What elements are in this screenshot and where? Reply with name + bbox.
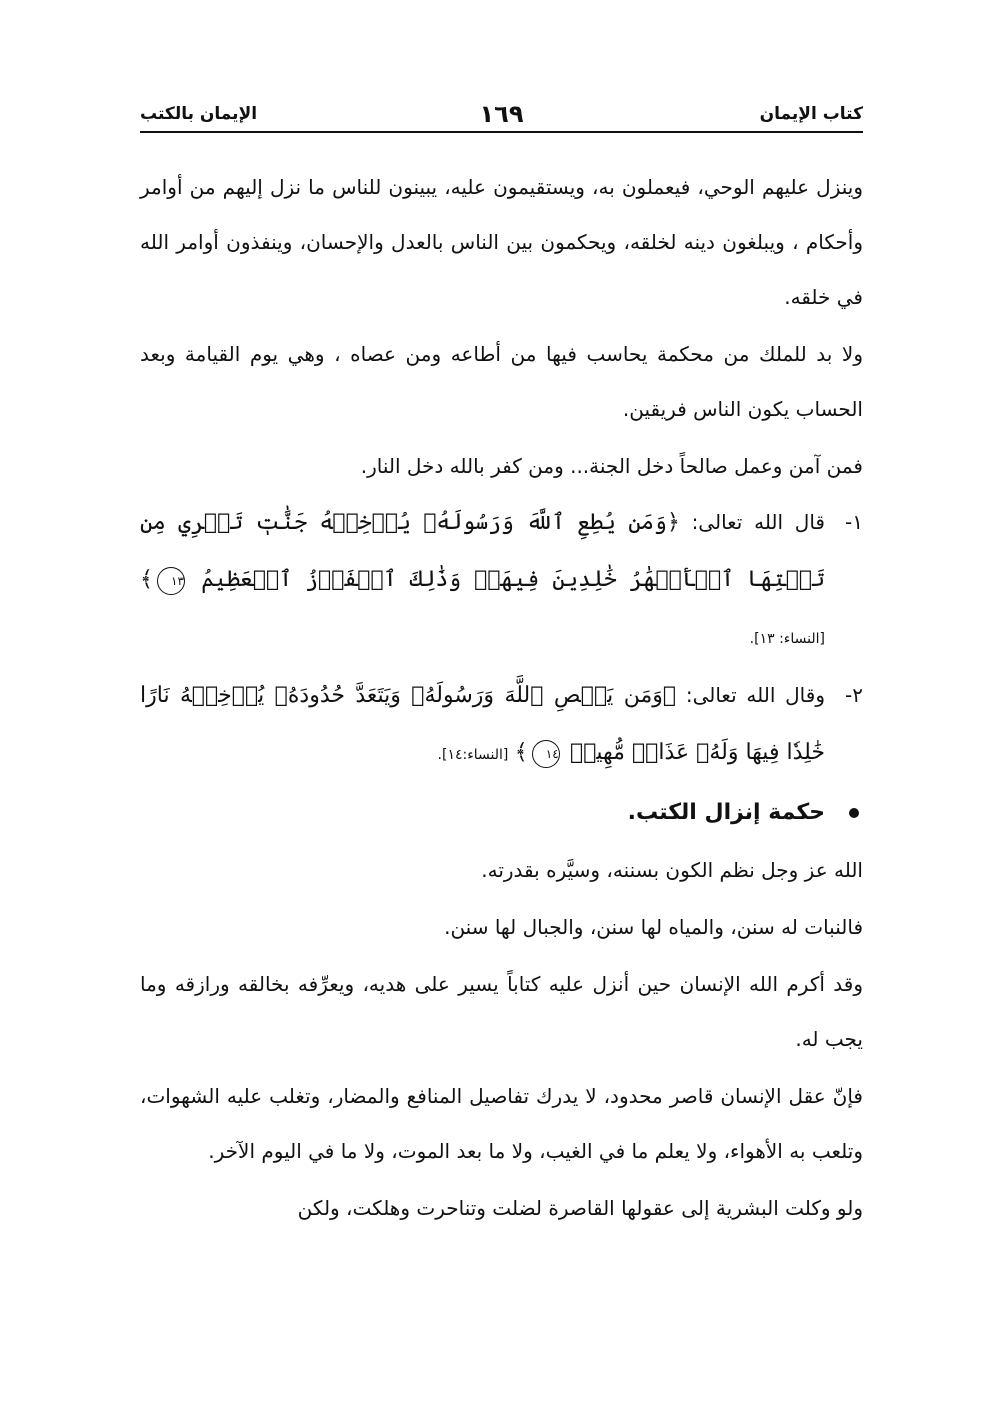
page-number: ١٦٩ <box>479 100 524 128</box>
paragraph-judgment: ولا بد للملك من محكمة يحاسب فيها من أطاعه ومن عصاه ، وهي يوم القيامة وبعد الحساب يكون الناس فريقين. <box>140 342 863 421</box>
paragraph-two-groups: فمن آمن وعمل صالحاً دخل الجنة... ومن كفر بالله دخل النار. <box>360 454 863 478</box>
page-body <box>140 160 863 1236</box>
list-item-1 <box>140 494 863 667</box>
book-title: كتاب الإيمان <box>759 104 863 124</box>
section-heading-text: حكمة إنزال الكتب. <box>627 800 825 825</box>
list-item-2 <box>140 667 863 783</box>
section-heading <box>140 785 863 841</box>
quote-close-bracket: ﴾ <box>514 740 528 765</box>
paragraph-universe-laws: الله عز وجل نظم الكون بسننه، وسيَّره بقدرته. <box>481 858 863 882</box>
verse-intro: قال الله تعالى: <box>691 510 825 534</box>
list-number: ٢- <box>845 683 863 707</box>
paragraph-humanity: ولو وكلت البشرية إلى عقولها القاصرة لضلت وتناحرت وهلكت، ولكن <box>297 1196 863 1220</box>
ayah-number-marker: ١٤ <box>532 740 560 768</box>
ayah-number-marker: ١٣ <box>157 567 185 595</box>
list-item-text <box>140 494 825 667</box>
chapter-title: الإيمان بالكتب <box>140 104 258 124</box>
paragraph-limited-mind: فإنّ عقل الإنسان قاصر محدود، لا يدرك تفاصيل المنافع والمضار، وتغلب عليه الشهوات، وتلعب به الأهواء، ولا يعلم ما في الغيب، ولا ما بعد الموت، ولا ما في اليوم الآخر. <box>140 1084 863 1163</box>
quote-close-bracket: ﴾ <box>140 567 153 592</box>
list-number: ١- <box>845 510 863 534</box>
quran-verse: وَمَن يُطِعِ ٱللَّهَ وَرَسُولَهُۥ يُدۡخِلۡهُ جَنَّٰتٖ تَجۡرِي مِن تَحۡتِهَا ٱلۡأَنۡهَٰرُ خَٰلِدِينَ فِيهَاۚ وَذَٰلِكَ ٱلۡفَوۡزُ ٱلۡعَظِيمُ <box>140 510 826 592</box>
quote-open-bracket: ﴿ <box>662 683 677 708</box>
verse-intro: وقال الله تعالى: <box>685 683 825 707</box>
paragraph-nature-laws: فالنبات له سنن، والمياه لها سنن، والجبال لها سنن. <box>444 915 863 939</box>
quran-verse: وَمَن يَعۡصِ ٱللَّهَ وَرَسُولَهُۥ وَيَتَعَدَّ حُدُودَهُۥ يُدۡخِلۡهُ نَارًا خَٰلِدٗا فِيهَا وَلَهُۥ عَذَابٞ مُّهِينٞ <box>140 683 825 765</box>
paragraph-revelation: وينزل عليهم الوحي، فيعملون به، ويستقيمون عليه، يبينون للناس ما نزل إليهم من أوامر وأحكام ، ويبلغون دينه لخلقه، ويحكمون بين الناس بالعدل والإحسان، وينفذون أوامر الله في خلقه. <box>140 175 863 309</box>
list-item-text <box>140 667 825 783</box>
verse-reference: [النساء: ١٣]. <box>749 631 825 647</box>
header-rule <box>140 131 863 133</box>
verse-reference: [النساء:١٤]. <box>437 747 509 763</box>
quote-open-bracket: ﴿ <box>666 510 680 535</box>
paragraph-book-honor: وقد أكرم الله الإنسان حين أنزل عليه كتاباً يسير على هديه، ويعرِّفه بخالقه ورازقه وما يجب له. <box>140 972 863 1051</box>
bullet-icon <box>849 808 859 818</box>
running-header <box>140 100 863 132</box>
